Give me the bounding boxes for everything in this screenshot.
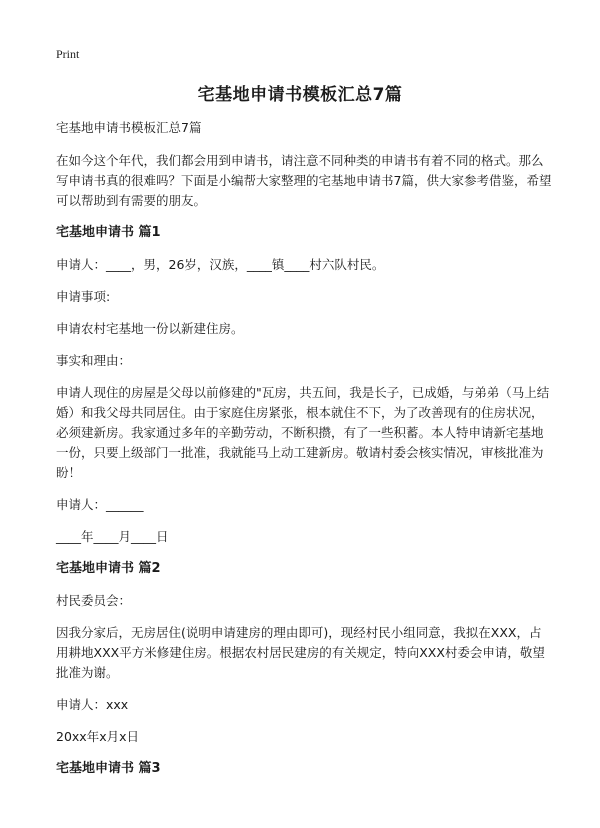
section-1-date-line: ____年____月____日 [56,529,169,544]
section-1-applicant-line: 申请人：____，男，26岁，汉族，____镇____村六队村民。 [56,257,385,272]
section-1-facts: 申请人现住的房屋是父母以前修建的"瓦房，共五间，我是长子，已成婚，与弟弟（马上结婚）和我父母共同居住。由于家庭住房紧张，根本就住不下，为了改善现有的住房状况，必须建新房。我家通过多年的辛勤劳动，不断积攒，有了一些积蓄。本人特申请新宅基地一份，只要上级部门一批准，我就能马上动工建新房。敬请村委会核实情况，审核批准为盼！ [56,385,550,480]
document-title: 宅基地申请书模板汇总7篇 [197,85,403,105]
section-1-matter-label: 申请事项: [56,289,111,304]
section-2-heading: 宅基地申请书 篇2 [56,561,161,576]
document-body [56,118,552,791]
section-1-matter: 申请农村宅基地一份以新建住房。 [56,321,244,336]
intro-paragraph: 在如今这个年代，我们都会用到申请书，请注意不同种类的申请书有着不同的格式。那么写申请书真的很难吗？下面是小编帮大家整理的宅基地申请书7篇，供大家参考借鉴，希望可以帮助到有需要的朋友。 [56,153,552,208]
section-2-body: 因我分家后，无房居住(说明申请建房的理由即可)，现经村民小组同意，我拟在XXX，占用耕地XXX平方米修建住房。根据农村居民建房的有关规定，特向XXX村委会申请，敬望批准为谢。 [56,625,545,680]
section-1-facts-label: 事实和理由： [56,353,132,368]
section-3-heading: 宅基地申请书 篇3 [56,761,161,776]
section-2-sign-line: 申请人：xxx [56,697,129,712]
print-label: Print [56,47,80,61]
section-1-sign-line: 申请人：______ [56,497,144,512]
section-2-salutation: 村民委员会： [56,593,132,608]
document-subtitle: 宅基地申请书模板汇总7篇 [56,120,202,135]
section-1-heading: 宅基地申请书 篇1 [56,225,161,240]
section-2-date-line: 20xx年x月x日 [56,729,139,744]
